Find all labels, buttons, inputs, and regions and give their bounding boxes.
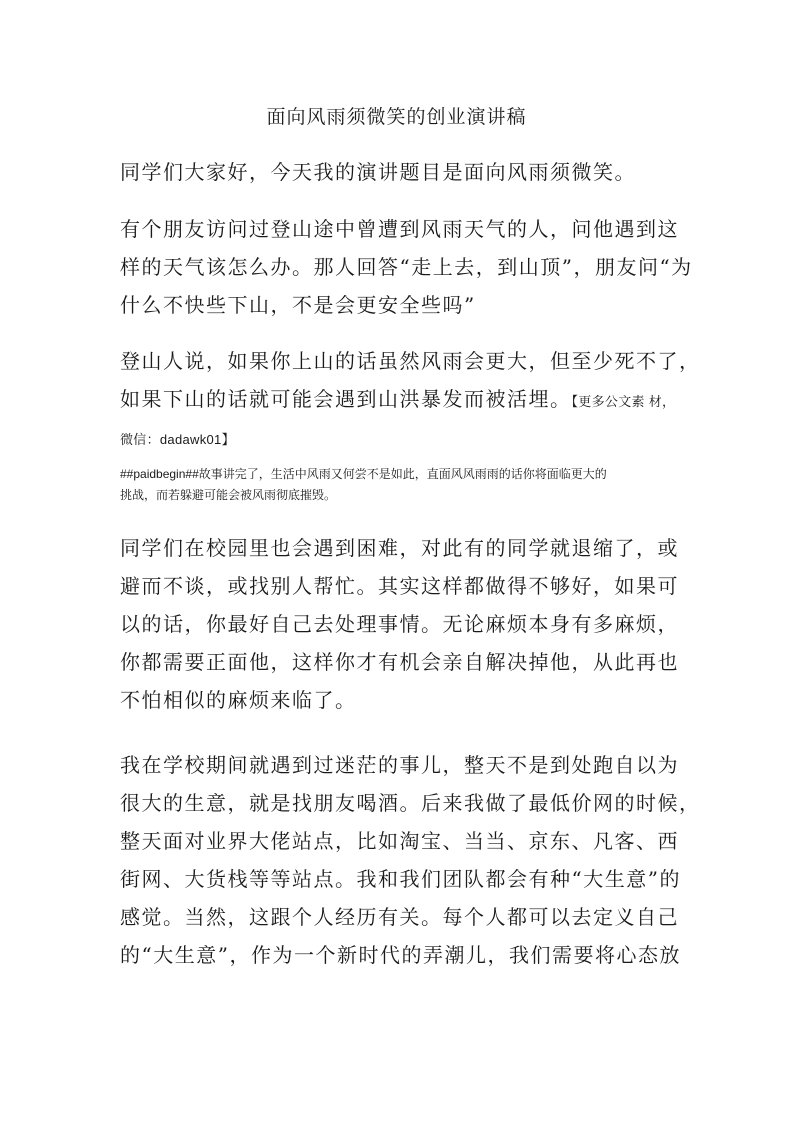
text-line: 同学们在校园里也会遇到困难，对此有的同学就退缩了，或: [120, 536, 679, 560]
text-line: 登山人说，如果你上山的话虽然风雨会更大，但至少死不了，: [120, 349, 701, 373]
text-line: 什么不快些下山，不是会更安全些吗”: [120, 293, 476, 317]
promo-contact: 微信：dadawk01】: [120, 432, 235, 447]
text-segment: 如果下山的话就可能会遇到山洪暴发而被活埋。: [120, 387, 572, 411]
paragraph-campus: [120, 529, 680, 719]
text-line: 挑战，而若躲避可能会被风雨彻底摧毁。: [120, 488, 337, 502]
text-line: 街网、大货栈等等站点。我和我们团队都会有种“大生意”的: [120, 867, 681, 891]
paragraph-greeting: [120, 156, 680, 188]
text-line: 你都需要正面他，这样你才有机会亲自解决掉他，从此再也: [120, 650, 679, 674]
text-line: 整天面对业界大佬站点，比如淘宝、当当、京东、凡客、西: [120, 829, 679, 853]
paragraph-climber-answer: [120, 342, 701, 459]
text-line: [120, 380, 680, 421]
paragraph-small-print: [120, 464, 680, 506]
text-line: 样的天气该怎么办。那人回答“走上去，到山顶”，朋友问“为: [120, 255, 693, 279]
paid-marker: ##paidbegin##: [120, 467, 199, 481]
text-segment: 故事讲完了，生活中风雨又何尝不是如此，直面风风雨雨的话你将面临更大的: [198, 467, 607, 481]
document-title: 面向风雨须微笑的创业演讲稿: [266, 106, 527, 128]
promo-text: 【更多公文素 材，: [571, 394, 676, 409]
paragraph-experience: [120, 746, 701, 974]
text-line: 的“大生意”，作为一个新时代的弄潮儿，我们需要将心态放: [120, 943, 681, 967]
text-line: [120, 464, 680, 485]
text-line: 不怕相似的麻烦来临了。: [120, 688, 357, 712]
paragraph-story-intro: [120, 210, 693, 324]
text-line: 有个朋友访问过登山途中曾遭到风雨天气的人，问他遇到这: [120, 217, 679, 241]
text-line: 同学们大家好，今天我的演讲题目是面向风雨须微笑。: [120, 160, 636, 184]
text-line: 很大的生意，就是找朋友喝酒。后来我做了最低价网的时候，: [120, 791, 701, 815]
text-line: 避而不谈，或找别人帮忙。其实这样都做得不够好，如果可: [120, 574, 679, 598]
text-line: 以的话，你最好自己去处理事情。无论麻烦本身有多麻烦，: [120, 612, 679, 636]
text-line: 我在学校期间就遇到过迷茫的事儿，整天不是到处跑自以为: [120, 753, 679, 777]
text-line: 感觉。当然，这跟个人经历有关。每个人都可以去定义自己: [120, 905, 679, 929]
